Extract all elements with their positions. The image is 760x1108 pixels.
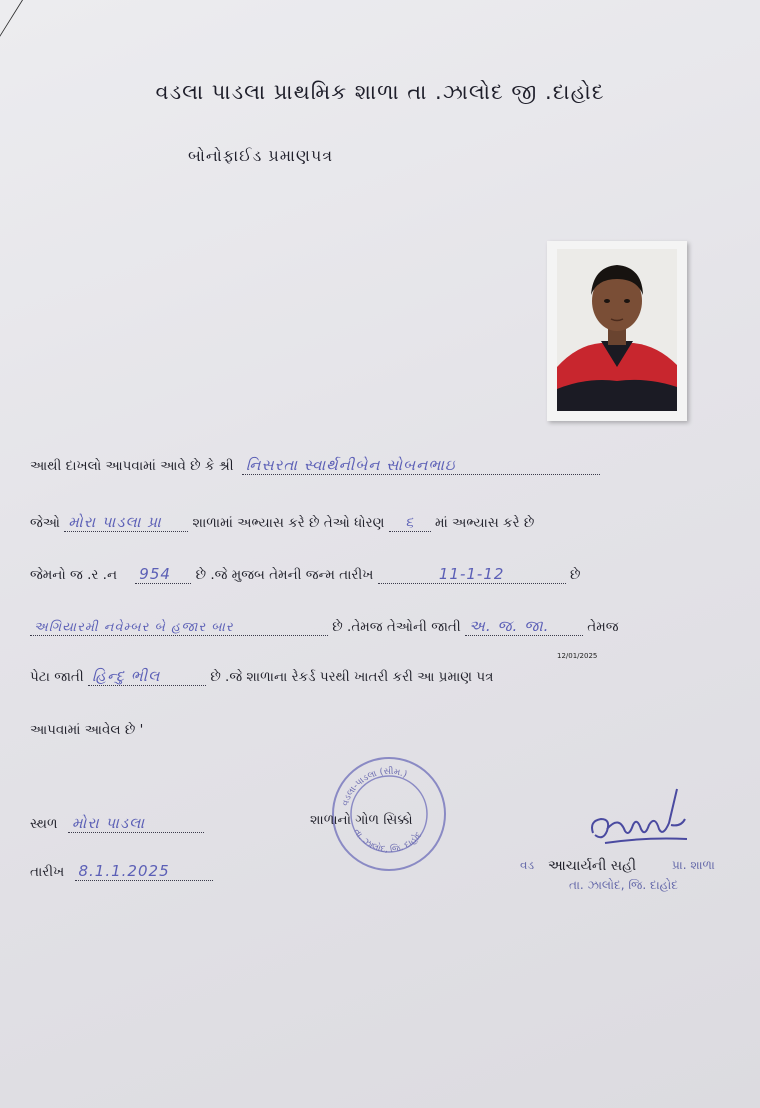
student-name: નિસરતા સ્વાર્થનીબેન સોબનભાઇ xyxy=(242,456,600,475)
paper-crease xyxy=(0,0,23,46)
date-line xyxy=(30,862,213,881)
principal-signature xyxy=(585,785,695,855)
place-label: સ્થળ xyxy=(30,816,58,832)
gr-number: 954 xyxy=(135,565,191,584)
name-line xyxy=(30,456,600,475)
name-label: આથી દાખલો આપવામાં આવે છે કે શ્રી xyxy=(30,458,234,474)
birth-date-words: અગિયારમી નવેમ્બર બે હજાર બાર xyxy=(30,620,328,636)
document-title: બોનોફાઈડ પ્રમાણપત્ર xyxy=(188,146,334,165)
date-fill: 8.1.1.2025 xyxy=(75,862,213,881)
line4-end: તેમજ xyxy=(587,619,619,635)
caste-fill: અ. જ. જા. xyxy=(465,617,583,636)
line2-end: માં અભ્યાસ કરે છે xyxy=(434,515,535,531)
line2-prefix: જેઓ xyxy=(30,515,60,531)
line2-mid: શાળામાં અભ્યાસ કરે છે તેઓ ધોરણ xyxy=(192,515,385,531)
subcaste-line xyxy=(30,667,493,686)
seal-ring-bottom: તા. ઝાલોદ, જિ. દાહોદ xyxy=(351,827,425,856)
line3-prefix: જેમનો જ .ર .ન xyxy=(30,567,117,583)
student-photo xyxy=(557,249,677,411)
seal-ring-top: વડલા-પાડલા (સીમ.) xyxy=(340,766,409,808)
place-line xyxy=(30,814,204,833)
school-stamp-line2: તા. ઝાલોદ, જિ. દાહોદ xyxy=(569,878,678,892)
line5-prefix: પેટા જાતી xyxy=(30,669,84,685)
school-stamp-line1-start: વડ xyxy=(520,858,535,872)
date-label: તારીખ xyxy=(30,864,65,880)
gr-dob-line xyxy=(30,565,580,584)
line5-end: છે .જે શાળાના રેકર્ડ પરથી ખાતરી કરી આ પ્રમાણ પત્ર xyxy=(210,669,494,685)
subcaste-fill: હિન્દુ ભીલ xyxy=(88,667,206,686)
line3-end: છે xyxy=(569,567,581,583)
photo-date: 12/01/2025 xyxy=(557,652,598,660)
line3-mid: છે .જે મુજબ તેમની જન્મ તારીખ xyxy=(195,567,374,583)
seal-label: શાળાનો ગોળ સિક્કો xyxy=(310,812,413,828)
svg-text:તા. ઝાલોદ, જિ. દાહોદ xyxy=(351,827,424,855)
line4-mid: છે .તેમજ તેઓની જાતી xyxy=(332,619,461,635)
school-title: વડલા પાડલા પ્રાથમિક શાળા તા .ઝાલોદ જી .દાહોદ xyxy=(155,80,605,104)
dob-words-caste-line xyxy=(30,617,619,636)
principal-signature-label: આચાર્યની સહી xyxy=(548,858,637,874)
school-name-fill: મોરા પાડલા પ્રા xyxy=(64,513,188,532)
place-fill: મોરા પાડલા xyxy=(68,814,204,833)
closing-line: આપવામાં આવેલ છે ' xyxy=(30,722,144,738)
school-standard-line xyxy=(30,513,534,532)
school-stamp-line1-end: પ્રા. શાળા xyxy=(672,858,715,872)
student-portrait-image xyxy=(557,249,677,411)
birth-date: 11-1-12 xyxy=(378,565,566,584)
standard-fill: ૬ xyxy=(389,513,431,532)
